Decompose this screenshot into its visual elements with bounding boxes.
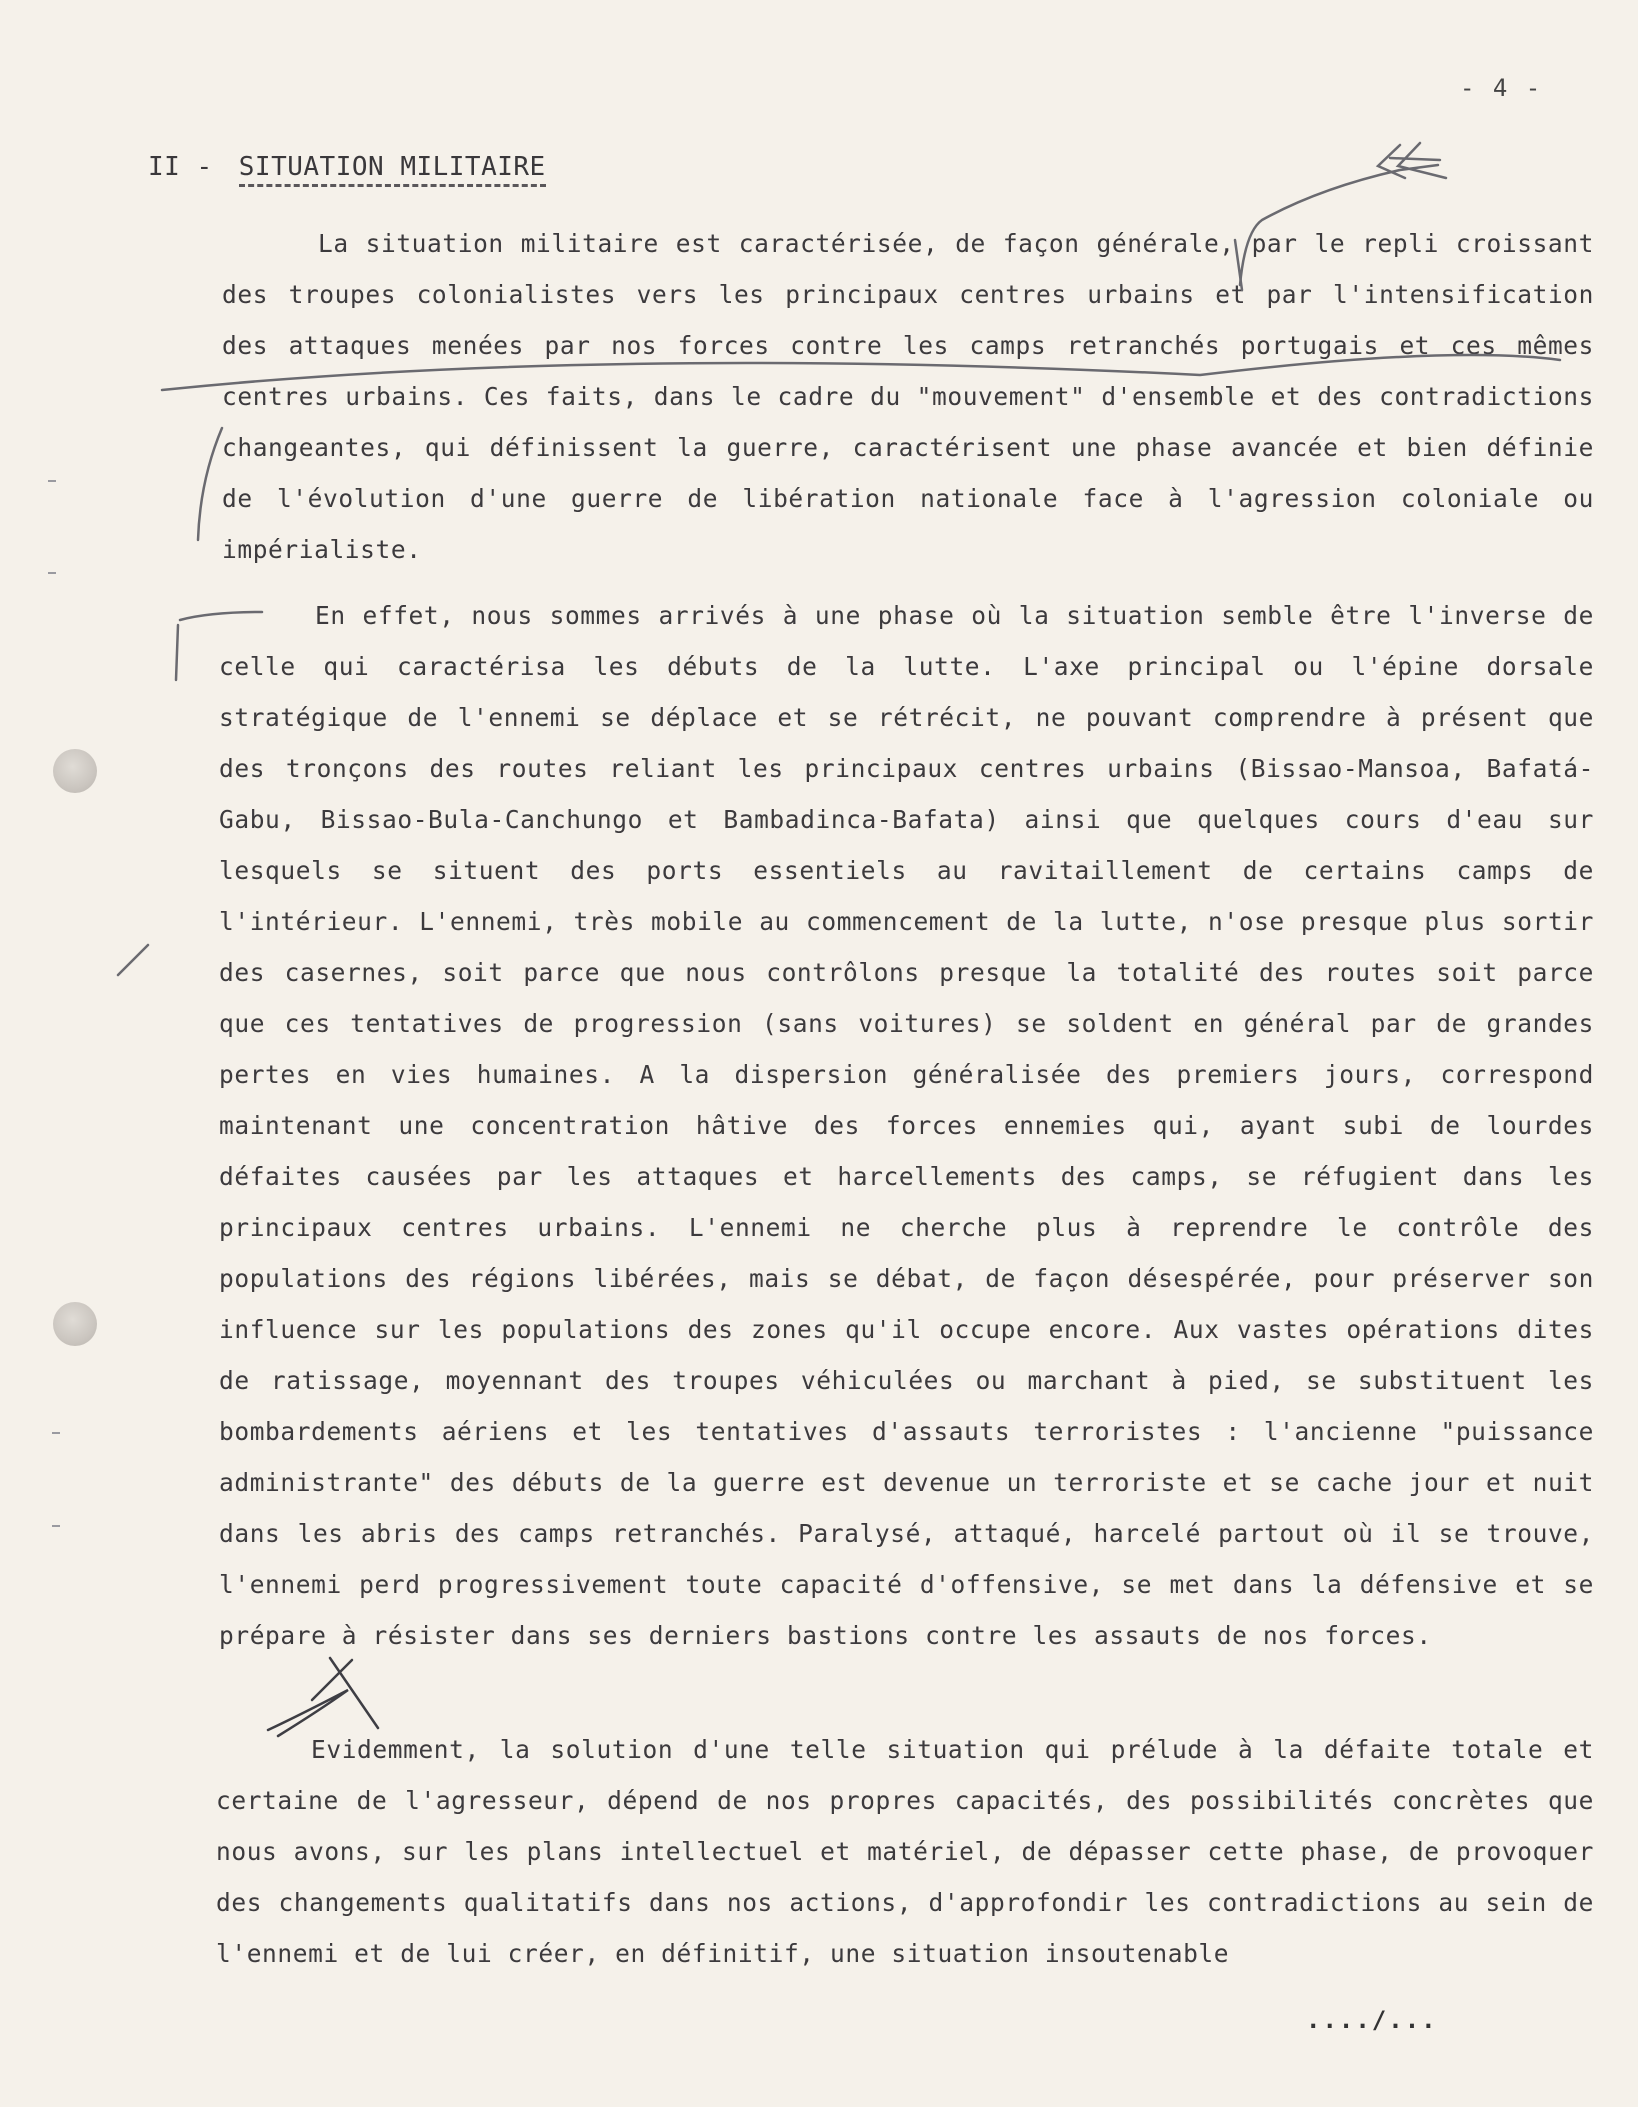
arrow-head-mark (1390, 158, 1440, 160)
section-heading (148, 152, 546, 187)
punch-hole (53, 1302, 97, 1346)
paragraph: La situation militaire est caractérisée, de façon générale, par le repli croissant des troupes colonialistes vers les principaux centres urbains et par l'intensification des attaques menées par nos forces contre les camps retranchés portugais et ces mêmes centres urbains. Ces faits, dans le cadre du "mouvement" d'ensemble et des contradictions changeantes, qui définissent la guerre, caractérisent une phase avancée et bien définie de l'évolution d'une guerre de libération nationale face à l'agression coloniale ou impérialiste. (222, 229, 1594, 564)
paragraph: Evidemment, la solution d'une telle situation qui prélude à la défaite totale et certaine de l'agresseur, dépend de nos propres capacités, des possibilités concrètes que nous avons, sur les plans intellectuel et matériel, de dépasser cette phase, de provoquer des changements qualitatifs dans nos actions, d'approfondir les contradictions au sein de l'ennemi et de lui créer, en définitif, une situation insoutenable (216, 1735, 1594, 1968)
margin-tick-mark (118, 945, 148, 975)
page-number: - 4 - (1460, 74, 1543, 102)
margin-line-mark (198, 428, 222, 540)
cross-mark (312, 1660, 352, 1700)
margin-dash-mark (52, 1432, 60, 1434)
margin-dash-mark (48, 572, 56, 574)
paragraph: En effet, nous sommes arrivés à une phase où la situation semble être l'inverse de celle qui caractérisa les débuts de la lutte. L'axe principal ou l'épine dorsale stratégique de l'ennemi se déplace et se rétrécit, ne pouvant comprendre à présent que des tronçons des routes reliant les principaux centres urbains (Bissao-Mansoa, Bafatá-Gabu, Bissao-Bula-Canchungo et Bambadinca-Bafata) ainsi que quelques cours d'eau sur lesquels se situent des ports essentiels au ravitaillement de certains camps de l'intérieur. L'ennemi, très mobile au commencement de la lutte, n'ose presque plus sortir des casernes, soit parce que nous contrôlons presque la totalité des routes soit parce que ces tentatives de progression (sans voitures) se soldent en général par de grandes pertes en vies humaines. A la dispersion généralisée des premiers jours, correspond maintenant une concentration hâtive des forces ennemies qui, ayant subi de lourdes défaites causées par les attaques et harcellements des camps, se réfugient dans les principaux centres urbains. L'ennemi ne cherche plus à reprendre le contrôle des populations des régions libérées, mais se débat, de façon désespérée, pour préserver son influence sur les populations des zones qu'il occupe encore. Aux vastes opérations dites de ratissage, moyennant des troupes véhiculées ou marchant à pied, se substituent les bombardements aériens et les tentatives d'assauts terroristes : l'ancienne "puissance administrante" des débuts de la guerre est devenue un terroriste et se cache jour et nuit dans les abris des camps retranchés. Paralysé, attaqué, harcelé partout où il se trouve, l'ennemi perd progressivement toute capacité d'offensive, se met dans la défensive et se prépare à résister dans ses derniers bastions contre les assauts de nos forces. (219, 601, 1594, 1650)
margin-dash-mark (48, 480, 56, 482)
continuation-mark: ..../... (1306, 2006, 1438, 2034)
margin-dash-mark (52, 1525, 60, 1527)
arrow-head-mark (1378, 143, 1446, 178)
cross-mark (330, 1658, 378, 1728)
margin-line-mark (176, 625, 178, 680)
section-title: SITUATION MILITAIRE (239, 152, 546, 187)
section-number: II - (148, 152, 213, 182)
punch-hole (53, 749, 97, 793)
